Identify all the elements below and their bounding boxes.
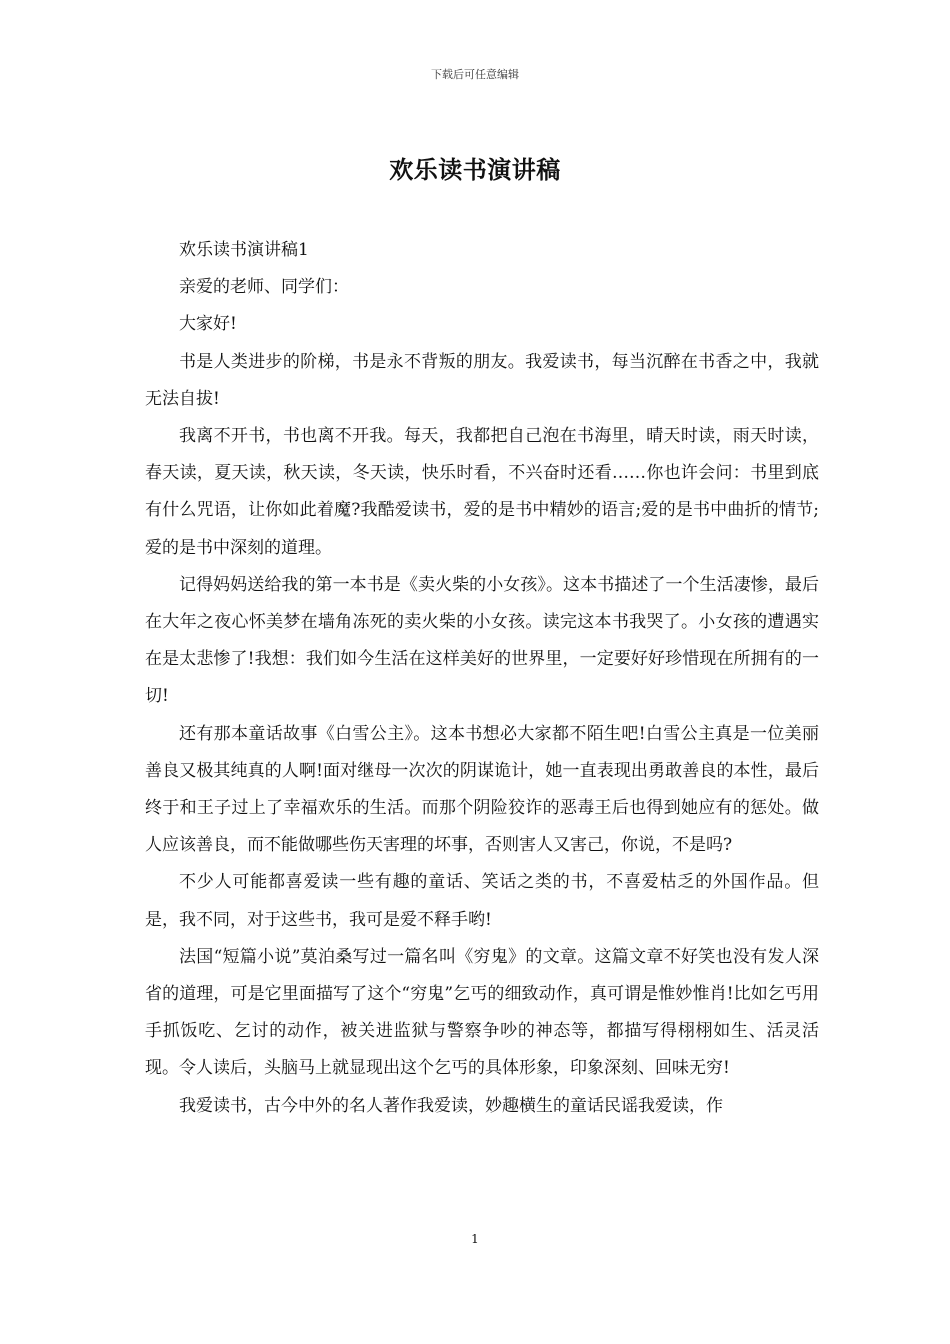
document-title: 欢乐读书演讲稿 (389, 155, 561, 184)
paragraph: 法国“短篇小说”莫泊桑写过一篇名叫《穷鬼》的文章。这篇文章不好笑也没有发人深省的道理，可是它里面描写了这个“穷鬼”乞丐的细致动作，真可谓是惟妙惟肖!比如乞丐用手抓饭吃、乞讨的动作，被关进监狱与警察争吵的神态等，都描写得栩栩如生、活灵活现。令人读后，头脑马上就显现出这个乞丐的具体形象，印象深刻、回味无穷! (145, 946, 819, 1079)
document-body (145, 232, 819, 1125)
paragraph: 还有那本童话故事《白雪公主》。这本书想必大家都不陌生吧!白雪公主真是一位美丽善良又极其纯真的人啊!面对继母一次次的阴谋诡计，她一直表现出勇敢善良的本性，最后终于和王子过上了幸福欢乐的生活。而那个阴险狡诈的恶毒王后也得到她应有的惩处。做人应该善良，而不能做哪些伤天害理的坏事，否则害人又害己，你说，不是吗? (145, 723, 819, 856)
paragraph-salutation: 亲爱的老师、同学们： (179, 277, 349, 298)
paragraph-subtitle: 欢乐读书演讲稿1 (179, 240, 309, 260)
paragraph: 我爱读书，古今中外的名人著作我爱读，妙趣横生的童话民谣我爱读，作 (179, 1095, 723, 1116)
page-number: 1 (471, 1232, 479, 1246)
paragraph-greeting: 大家好! (179, 314, 237, 335)
header-note: 下载后可任意编辑 (431, 68, 519, 81)
paragraph: 书是人类进步的阶梯，书是永不背叛的朋友。我爱读书，每当沉醉在书香之中，我就无法自拔! (145, 351, 819, 409)
paragraph: 记得妈妈送给我的第一本书是《卖火柴的小女孩》。这本书描述了一个生活凄惨，最后在大年之夜心怀美梦在墙角冻死的卖火柴的小女孩。读完这本书我哭了。小女孩的遭遇实在是太悲惨了!我想：我们如今生活在这样美好的世界里，一定要好好珍惜现在所拥有的一切! (145, 574, 819, 707)
paragraph: 不少人可能都喜爱读一些有趣的童话、笑话之类的书，不喜爱枯乏的外国作品。但是，我不同，对于这些书，我可是爱不释手哟! (145, 872, 819, 930)
paragraph: 我离不开书，书也离不开我。每天，我都把自己泡在书海里，晴天时读，雨天时读，春天读，夏天读，秋天读，冬天读，快乐时看，不兴奋时还看……你也许会问：书里到底有什么咒语，让你如此着魔?我酷爱读书，爱的是书中精妙的语言;爱的是书中曲折的情节;爱的是书中深刻的道理。 (145, 426, 819, 558)
